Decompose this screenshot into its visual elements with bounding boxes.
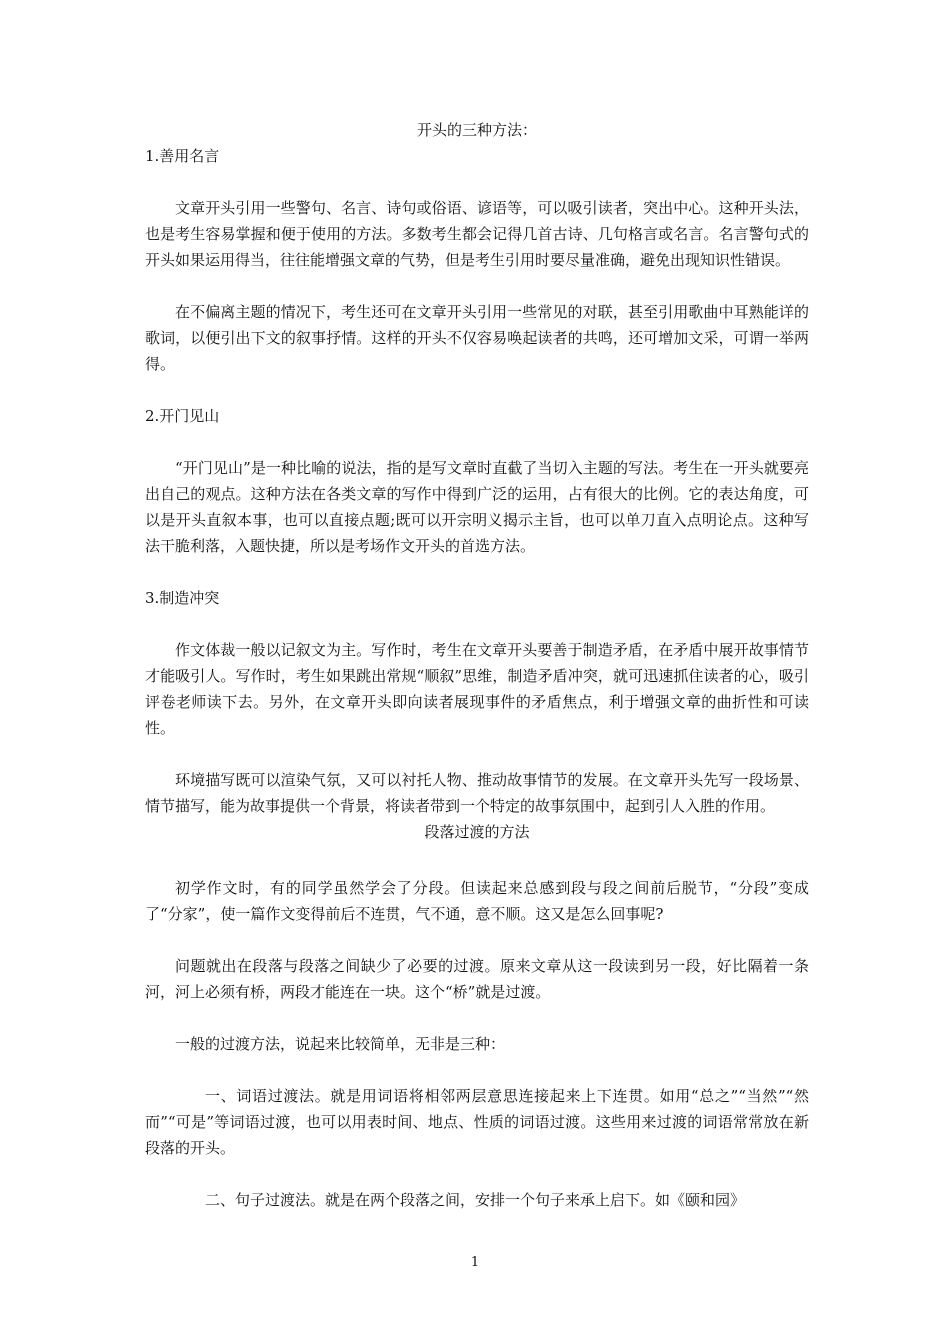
document-body (145, 117, 809, 1213)
paragraph-conflict-1: 作文体裁一般以记叙文为主。写作时，考生在文章开头要善于制造矛盾，在矛盾中展开故事情节才能吸引人。写作时，考生如果跳出常规“顺叙”思维，制造矛盾冲突，就可迅速抓住读者的心，吸引评卷老师读下去。另外，在文章开头即向读者展现事件的矛盾焦点，利于增强文章的曲折性和可读性。 (145, 641, 809, 737)
paragraph-quotes-1: 文章开头引用一些警句、名言、诗句或俗语、谚语等，可以吸引读者，突出中心。这种开头法，也是考生容易掌握和便于使用的方法。多数考生都会记得几首古诗、几句格言或名言。名言警句式的开头如果运用得当，往往能增强文章的气势，但是考生引用时要尽量准确，避免出现知识性错误。 (145, 199, 809, 269)
paragraph-transition-2: 问题就出在段落与段落之间缺少了必要的过渡。原来文章从这一段读到另一段，好比隔着一条河，河上必须有桥，两段才能连在一块。这个“桥”就是过渡。 (145, 957, 809, 1001)
heading-quotes: 1.善用名言 (145, 147, 220, 165)
heading-direct: 2.开门见山 (145, 407, 220, 425)
paragraph-quotes-2: 在不偏离主题的情况下，考生还可在文章开头引用一些常见的对联，甚至引用歌曲中耳熟能详的歌词，以便引出下文的叙事抒情。这样的开头不仅容易唤起读者的共鸣，还可增加文采，可谓一举两得。 (145, 303, 809, 373)
paragraph-direct: “开门见山”是一种比喻的说法，指的是写文章时直截了当切入主题的写法。考生在一开头就要亮出自己的观点。这种方法在各类文章的写作中得到广泛的运用，占有很大的比例。它的表达角度，可以是开头直叙本事，也可以直接点题;既可以开宗明义揭示主旨，也可以单刀直入点明论点。这种写法干脆利落，入题快捷，所以是考场作文开头的首选方法。 (145, 459, 809, 555)
page-number: 1 (470, 1255, 480, 1270)
paragraph-sentence-transition: 二、句子过渡法。就是在两个段落之间，安排一个句子来承上启下。如《颐和园》 (205, 1191, 746, 1209)
heading-conflict: 3.制造冲突 (145, 589, 220, 607)
section-title-openings: 开头的三种方法： (416, 121, 537, 139)
paragraph-transition-3: 一般的过渡方法，说起来比较简单，无非是三种： (175, 1035, 506, 1053)
paragraph-transition-1: 初学作文时，有的同学虽然学会了分段。但读起来总感到段与段之间前后脱节，“分段”变成了“分家”，使一篇作文变得前后不连贯，气不通，意不顺。这又是怎么回事呢? (145, 879, 809, 923)
paragraph-conflict-2: 环境描写既可以渲染气氛，又可以衬托人物、推动故事情节的发展。在文章开头先写一段场景、情节描写，能为故事提供一个背景，将读者带到一个特定的故事氛围中，起到引人入胜的作用。 (145, 771, 809, 815)
paragraph-word-transition: 一、词语过渡法。就是用词语将相邻两层意思连接起来上下连贯。如用“总之”“当然”“然而”“可是”等词语过渡，也可以用表时间、地点、性质的词语过渡。这些用来过渡的词语常常放在新段落的开头。 (145, 1087, 809, 1157)
section-title-transitions: 段落过渡的方法 (424, 823, 530, 841)
